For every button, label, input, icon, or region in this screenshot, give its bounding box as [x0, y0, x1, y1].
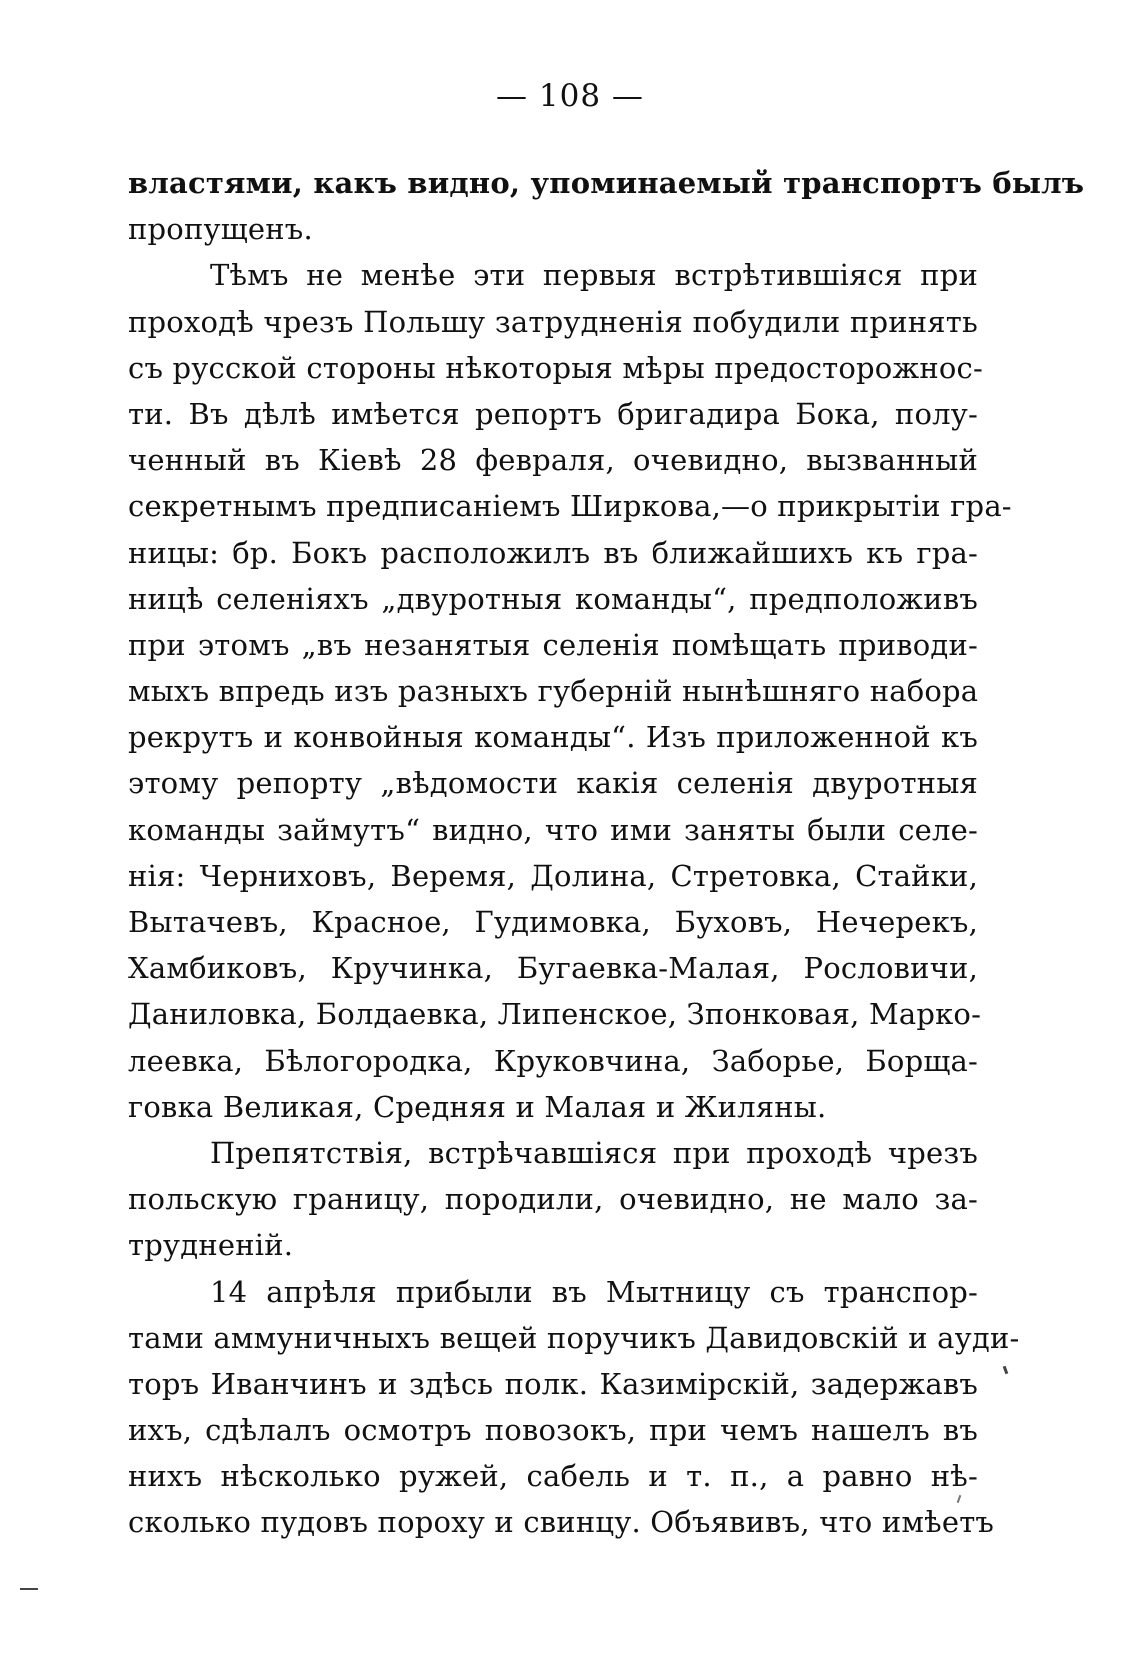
text-line: властями, какъ видно, упоминаемый транспортъ былъ [128, 166, 1085, 200]
text-line: при этомъ „въ незанятыя селенія помѣщать приводи- [128, 627, 978, 662]
text-line: Препятствія, встрѣчавшіяся при проходѣ чрезъ [210, 1135, 978, 1170]
text-line: Хамбиковъ, Кручинка, Бугаевка-Малая, Рословичи, [128, 951, 978, 986]
text-line: команды займутъ“ видно, что ими заняты были селе- [128, 812, 978, 847]
text-line: ницы: бр. Бокъ расположилъ въ ближайшихъ къ гра- [128, 535, 978, 570]
text-line: ченный въ Кіевѣ 28 февраля, очевидно, вызванный [128, 443, 978, 478]
scan-mark [20, 1588, 38, 1590]
scan-mark [1003, 1366, 1009, 1375]
text-line: пропущенъ. [128, 212, 313, 247]
text-line: Вытачевъ, Красное, Гудимовка, Буховъ, Нечерекъ, [128, 905, 978, 939]
text-line: говка Великая, Средняя и Малая и Жиляны. [128, 1089, 827, 1124]
text-line: Даниловка, Болдаевка, Липенское, Зпонковая, Марко- [128, 997, 982, 1032]
text-line: трудненій. [128, 1228, 294, 1263]
text-line: этому репорту „вѣдомости какія селенія двуротныя [128, 766, 978, 801]
page-number: — 108 — [496, 78, 644, 114]
text-line: съ русской стороны нѣкоторыя мѣры предосторожнос- [128, 350, 983, 385]
text-line: Тѣмъ не менѣе эти первыя встрѣтившіяся при [210, 258, 978, 293]
text-line: рекрутъ и конвойныя команды“. Изъ приложенной къ [128, 720, 978, 755]
text-line: леевка, Бѣлогородка, Круковчина, Заборье, Борща- [128, 1043, 978, 1078]
text-line: ницѣ селеніяхъ „двуротныя команды“, предположивъ [128, 581, 978, 616]
text-line: торъ Иванчинъ и здѣсь полк. Казимірскій, задержавъ [128, 1366, 978, 1401]
text-line: нихъ нѣсколько ружей, сабель и т. п., а равно нѣ- [128, 1459, 978, 1494]
text-line: нія: Черниховъ, Веремя, Долина, Стретовка, Стайки, [128, 858, 978, 893]
text-line: секретнымъ предписаніемъ Ширкова,—о прикрытіи гра- [128, 489, 1012, 524]
text-line: ти. Въ дѣлѣ имѣется репортъ бригадира Бока, полу- [128, 396, 978, 431]
text-line: польскую границу, породили, очевидно, не мало за- [128, 1182, 978, 1217]
text-line: мыхъ впредь изъ разныхъ губерній нынѣшняго набора [128, 674, 979, 709]
text-line: тами аммуничныхъ вещей поручикъ Давидовскій и ауди- [128, 1320, 1020, 1355]
text-line: 14 апрѣля прибыли въ Мытницу съ транспор- [210, 1274, 978, 1309]
text-line: сколько пудовъ пороху и свинцу. Объявивъ, что имѣетъ [128, 1505, 995, 1540]
text-line: проходѣ чрезъ Польшу затрудненія побудили принять [128, 304, 978, 339]
text-line: ихъ, сдѣлалъ осмотръ повозокъ, при чемъ нашелъ въ [128, 1413, 978, 1448]
body-text [128, 160, 1085, 1546]
